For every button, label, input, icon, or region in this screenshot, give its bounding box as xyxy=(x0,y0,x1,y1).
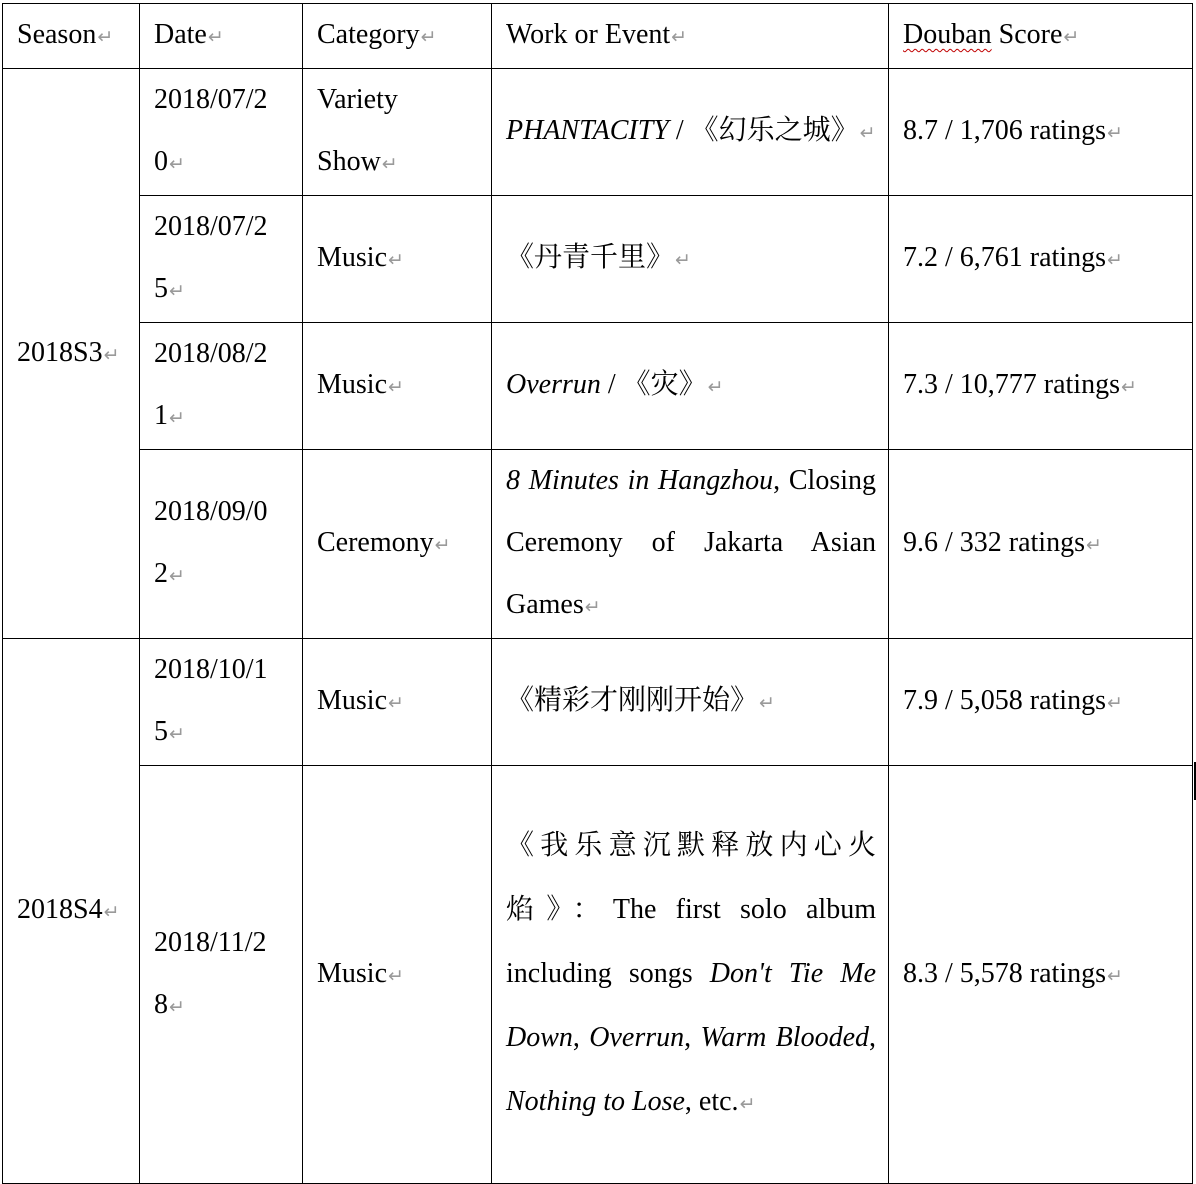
date-cell: 2018/11/2 8 ↵ xyxy=(140,766,303,1184)
season-cell: 2018S4 ↵ xyxy=(3,639,140,1184)
score-cell: 7.3 / 10,777 ratings ↵ xyxy=(889,323,1193,450)
table-row xyxy=(3,323,1193,450)
table-row xyxy=(3,69,1193,196)
header-score: Douban Score ↵ xyxy=(889,4,1193,69)
date-cell: 2018/07/2 0 ↵ xyxy=(140,69,303,196)
score-cell: 7.2 / 6,761 ratings ↵ xyxy=(889,196,1193,323)
work-cell: Overrun / 《灾》 ↵ xyxy=(492,323,889,450)
score-cell: 8.7 / 1,706 ratings ↵ xyxy=(889,69,1193,196)
date-cell: 2018/10/1 5 ↵ xyxy=(140,639,303,766)
table-row xyxy=(3,766,1193,1184)
date-cell: 2018/08/2 1 ↵ xyxy=(140,323,303,450)
category-cell: Music ↵ xyxy=(303,196,492,323)
work-cell: 8 Minutes in Hangzhou, Closing Ceremony of Jakarta Asian Games ↵ xyxy=(492,450,889,639)
category-cell: Music ↵ xyxy=(303,639,492,766)
work-cell: 《精彩才刚刚开始》 ↵ xyxy=(492,639,889,766)
works-table xyxy=(2,3,1193,1184)
season-cell: 2018S3 ↵ xyxy=(3,69,140,639)
work-cell: PHANTACITY / 《幻乐之城》 ↵ xyxy=(492,69,889,196)
header-work: Work or Event ↵ xyxy=(492,4,889,69)
score-cell: 9.6 / 332 ratings ↵ xyxy=(889,450,1193,639)
header-season: Season ↵ xyxy=(3,4,140,69)
header-date: Date ↵ xyxy=(140,4,303,69)
score-cell: 7.9 / 5,058 ratings ↵ xyxy=(889,639,1193,766)
work-cell: 《我乐意沉默释放内心火焰》：The first solo album including songs Don't Tie Me Down, Overrun, Warm Blooded, Nothing to Lose, etc. ↵ xyxy=(492,766,889,1184)
score-cell: 8.3 / 5,578 ratings ↵ xyxy=(889,766,1193,1184)
header-category: Category ↵ xyxy=(303,4,492,69)
table-row xyxy=(3,450,1193,639)
category-cell: Ceremony ↵ xyxy=(303,450,492,639)
category-cell: Music ↵ xyxy=(303,323,492,450)
work-cell: 《丹青千里》 ↵ xyxy=(492,196,889,323)
date-cell: 2018/07/2 5 ↵ xyxy=(140,196,303,323)
category-cell: Music ↵ xyxy=(303,766,492,1184)
table-row xyxy=(3,639,1193,766)
table-row xyxy=(3,196,1193,323)
header-row xyxy=(3,4,1193,69)
category-cell: Variety Show ↵ xyxy=(303,69,492,196)
date-cell: 2018/09/0 2 ↵ xyxy=(140,450,303,639)
